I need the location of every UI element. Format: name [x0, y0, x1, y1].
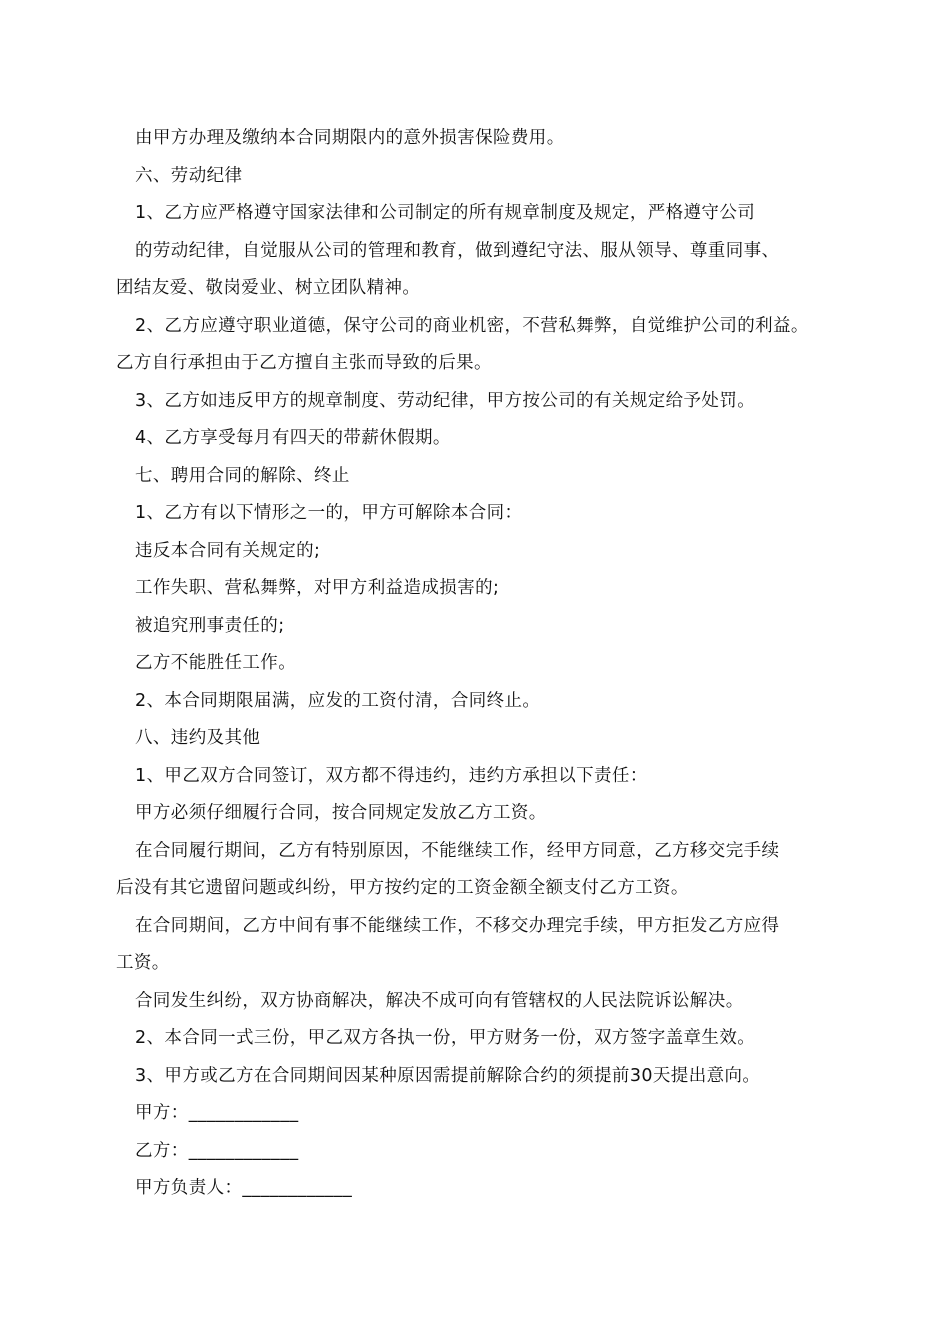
paragraph-line: 乙方自行承担由于乙方擅自主张而导致的后果。 — [116, 353, 492, 373]
section-heading-termination: 七、聘用合同的解除、终止 — [135, 466, 350, 486]
paragraph-line: 合同发生纠纷，双方协商解决，解决不成可向有管辖权的人民法院诉讼解决。 — [135, 991, 744, 1011]
section-heading-breach: 八、违约及其他 — [135, 728, 261, 748]
signature-label: 乙方： — [135, 1141, 189, 1161]
signature-blank: ____________ — [188, 1103, 299, 1123]
paragraph-line: 2、乙方应遵守职业道德，保守公司的商业机密，不营私舞弊，自觉维护公司的利益。 — [135, 316, 809, 336]
paragraph-line: 在合同期间，乙方中间有事不能继续工作，不移交办理完手续，甲方拒发乙方应得 — [135, 916, 780, 936]
signature-label: 甲方负责人： — [135, 1178, 243, 1198]
paragraph-line: 后没有其它遗留问题或纠纷，甲方按约定的工资金额全额支付乙方工资。 — [116, 878, 689, 898]
paragraph-line: 4、乙方享受每月有四天的带薪休假期。 — [135, 428, 451, 448]
paragraph-line: 在合同履行期间，乙方有特别原因，不能继续工作，经甲方同意，乙方移交完手续 — [135, 841, 780, 861]
signature-party-a-manager — [135, 1176, 352, 1200]
paragraph-line: 1、甲乙双方合同签订，双方都不得违约，违约方承担以下责任： — [135, 766, 648, 786]
paragraph-line: 2、本合同一式三份，甲乙双方各执一份，甲方财务一份，双方签字盖章生效。 — [135, 1028, 756, 1048]
paragraph-line: 2、本合同期限届满，应发的工资付清，合同终止。 — [135, 691, 541, 711]
section-heading-labor-discipline: 六、劳动纪律 — [135, 166, 243, 186]
signature-blank: ____________ — [188, 1141, 299, 1161]
paragraph-line: 违反本合同有关规定的; — [135, 541, 321, 561]
signature-label: 甲方： — [135, 1103, 189, 1123]
paragraph-line: 被追究刑事责任的; — [135, 616, 285, 636]
paragraph-line: 由甲方办理及缴纳本合同期限内的意外损害保险费用。 — [135, 128, 565, 148]
paragraph-line: 工资。 — [116, 953, 170, 973]
paragraph-line: 的劳动纪律，自觉服从公司的管理和教育，做到遵纪守法、服从领导、尊重同事、 — [135, 241, 780, 261]
signature-party-b — [135, 1139, 299, 1163]
paragraph-line: 甲方必须仔细履行合同，按合同规定发放乙方工资。 — [135, 803, 547, 823]
signature-blank: ____________ — [242, 1178, 353, 1198]
paragraph-line: 1、乙方应严格遵守国家法律和公司制定的所有规章制度及规定，严格遵守公司 — [135, 203, 756, 223]
paragraph-line: 工作失职、营私舞弊，对甲方利益造成损害的; — [135, 578, 500, 598]
paragraph-line: 3、甲方或乙方在合同期间因某种原因需提前解除合约的须提前30天提出意向。 — [135, 1066, 761, 1086]
paragraph-line: 3、乙方如违反甲方的规章制度、劳动纪律，甲方按公司的有关规定给予处罚。 — [135, 391, 756, 411]
signature-party-a — [135, 1101, 299, 1125]
paragraph-line: 团结友爱、敬岗爱业、树立团队精神。 — [116, 278, 421, 298]
paragraph-line: 1、乙方有以下情形之一的，甲方可解除本合同： — [135, 503, 523, 523]
paragraph-line: 乙方不能胜任工作。 — [135, 653, 297, 673]
